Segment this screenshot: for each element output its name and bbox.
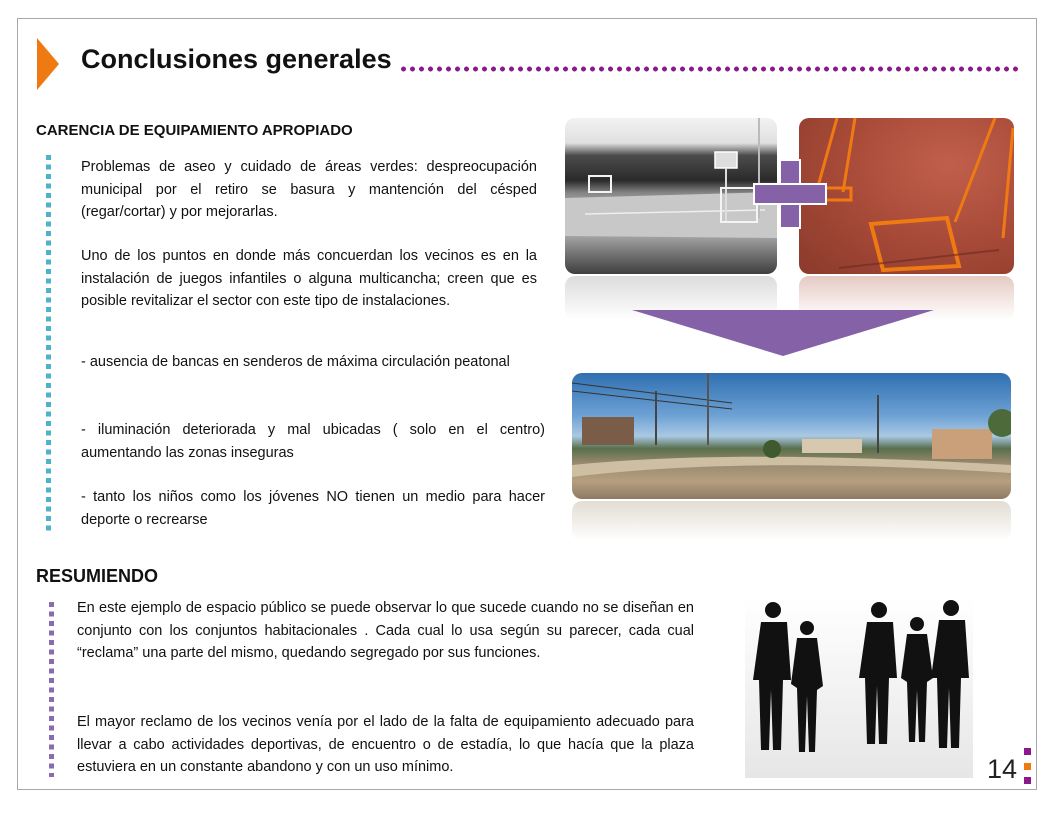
title-arrow-icon xyxy=(37,38,59,90)
paragraph-resumen-reclamo: El mayor reclamo de los vecinos venía por el lado de la falta de equipamiento adecuado para llevar a cabo actividades deportivas, de encuentro o de estadía, lo que hacía que la plaza estuviera en un constante abandono y con un uso mínimo. xyxy=(77,714,694,776)
section-heading-resumiendo: RESUMIENDO xyxy=(36,566,159,586)
plus-icon xyxy=(752,158,828,230)
photo-street-reflection xyxy=(572,501,1011,541)
paragraph-aseo: Problemas de aseo y cuidado de áreas verdes: despreocupación municipal por el retiro se basura y mantención del césped (regar/cortar) y por mejorarlas. xyxy=(81,159,537,221)
people-silhouettes-image xyxy=(745,598,973,778)
section1-side-bar xyxy=(46,155,51,533)
photo-swings xyxy=(799,118,1014,274)
paragraph-bancas: - ausencia de bancas en senderos de máxima circulación peatonal xyxy=(81,354,510,370)
paragraph-iluminacion: - iluminación deteriorada y mal ubicadas ( solo en el centro) aumentando las zonas inseguras xyxy=(81,422,545,461)
paragraph-juegos: Uno de los puntos en donde más concuerdan los vecinos es en la instalación de juegos infantiles o alguna multicancha; creen que es posible revitalizar el sector con este tipo de instalaciones. xyxy=(81,248,537,310)
section2-side-bar xyxy=(49,602,54,777)
page-number: 14 xyxy=(987,754,1018,784)
page-number-dots xyxy=(1024,748,1033,786)
section-heading-equipamiento: CARENCIA DE EQUIPAMIENTO APROPIADO xyxy=(36,122,353,139)
photo-street-landscape xyxy=(572,373,1011,499)
page-title: Conclusiones generales xyxy=(81,44,392,74)
down-arrow-icon xyxy=(632,310,934,358)
paragraph-resumen-espacio: En este ejemplo de espacio público se puede observar lo que sucede cuando no se diseñan en conjunto con los conjuntos habitacionales . Cada cual lo usa según su parecer, cada cual “reclama” una parte del mismo, quedando segregado por sus funciones. xyxy=(77,600,694,662)
paragraph-deporte: - tanto los niños como los jóvenes NO tienen un medio para hacer deporte o recrearse xyxy=(81,489,545,528)
title-dotted-line xyxy=(399,66,1021,72)
photo-sports-court xyxy=(565,118,777,274)
